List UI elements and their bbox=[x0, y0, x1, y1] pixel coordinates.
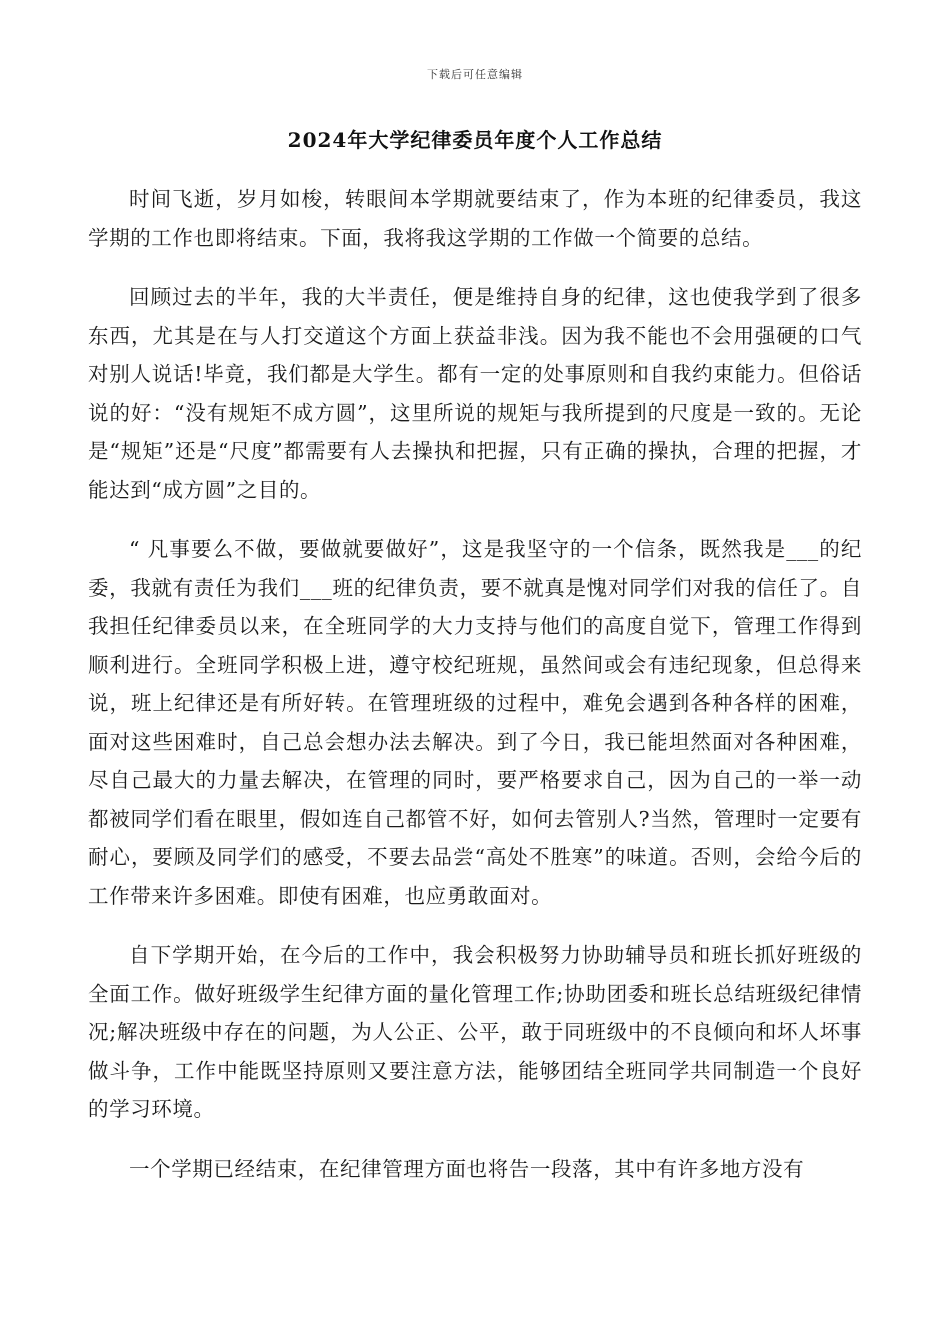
paragraph-4: 自下学期开始，在今后的工作中，我会积极努力协助辅导员和班长抓好班级的全面工作。做好班级学生纪律方面的量化管理工作;协助团委和班长总结班级纪律情况;解决班级中存在的问题，为人公正、公平，敢于同班级中的不良倾向和坏人坏事做斗争，工作中能既坚持原则又要注意方法，能够团结全班同学共同制造一个良好的学习环境。 bbox=[88, 943, 862, 1121]
paragraph-2: 回顾过去的半年，我的大半责任，便是维持自身的纪律，这也使我学到了很多东西，尤其是在与人打交道这个方面上获益非浅。因为我不能也不会用强硬的口气对别人说话!毕竟，我们都是大学生。都有一定的处事原则和自我约束能力。但俗话说的好：“没有规矩不成方圆”，这里所说的规矩与我所提到的尺度是一致的。无论是“规矩”还是“尺度”都需要有人去操执和把握，只有正确的操执，合理的把握，才能达到“成方圆”之目的。 bbox=[88, 285, 862, 502]
paragraph-3: “ 凡事要么不做，要做就要做好”，这是我坚守的一个信条，既然我是___的纪委，我就有责任为我们___班的纪律负责，要不就真是愧对同学们对我的信任了。自我担任纪律委员以来，在全班同学的大力支持与他们的高度自觉下，管理工作得到顺利进行。全班同学积极上进，遵守校纪班规，虽然间或会有违纪现象，但总得来说，班上纪律还是有所好转。在管理班级的过程中，难免会遇到各种各样的困难，面对这些困难时，自己总会想办法去解决。到了今日，我已能坦然面对各种困难，尽自己最大的力量去解决，在管理的同时，要严格要求自己，因为自己的一举一动都被同学们看在眼里，假如连自己都管不好，如何去管别人?当然，管理时一定要有耐心，要顾及同学们的感受，不要去品尝“高处不胜寒”的味道。否则，会给今后的工作带来许多困难。即使有困难，也应勇敢面对。 bbox=[88, 537, 862, 908]
header-note: 下载后可任意编辑 bbox=[427, 68, 523, 81]
paragraph-1: 时间飞逝，岁月如梭，转眼间本学期就要结束了，作为本班的纪律委员，我这学期的工作也即将结束。下面，我将我这学期的工作做一个简要的总结。 bbox=[88, 187, 862, 250]
paragraph-5: 一个学期已经结束，在纪律管理方面也将告一段落，其中有许多地方没有 bbox=[129, 1156, 805, 1181]
document-body bbox=[88, 180, 862, 1209]
document-title: 2024年大学纪律委员年度个人工作总结 bbox=[287, 128, 663, 152]
